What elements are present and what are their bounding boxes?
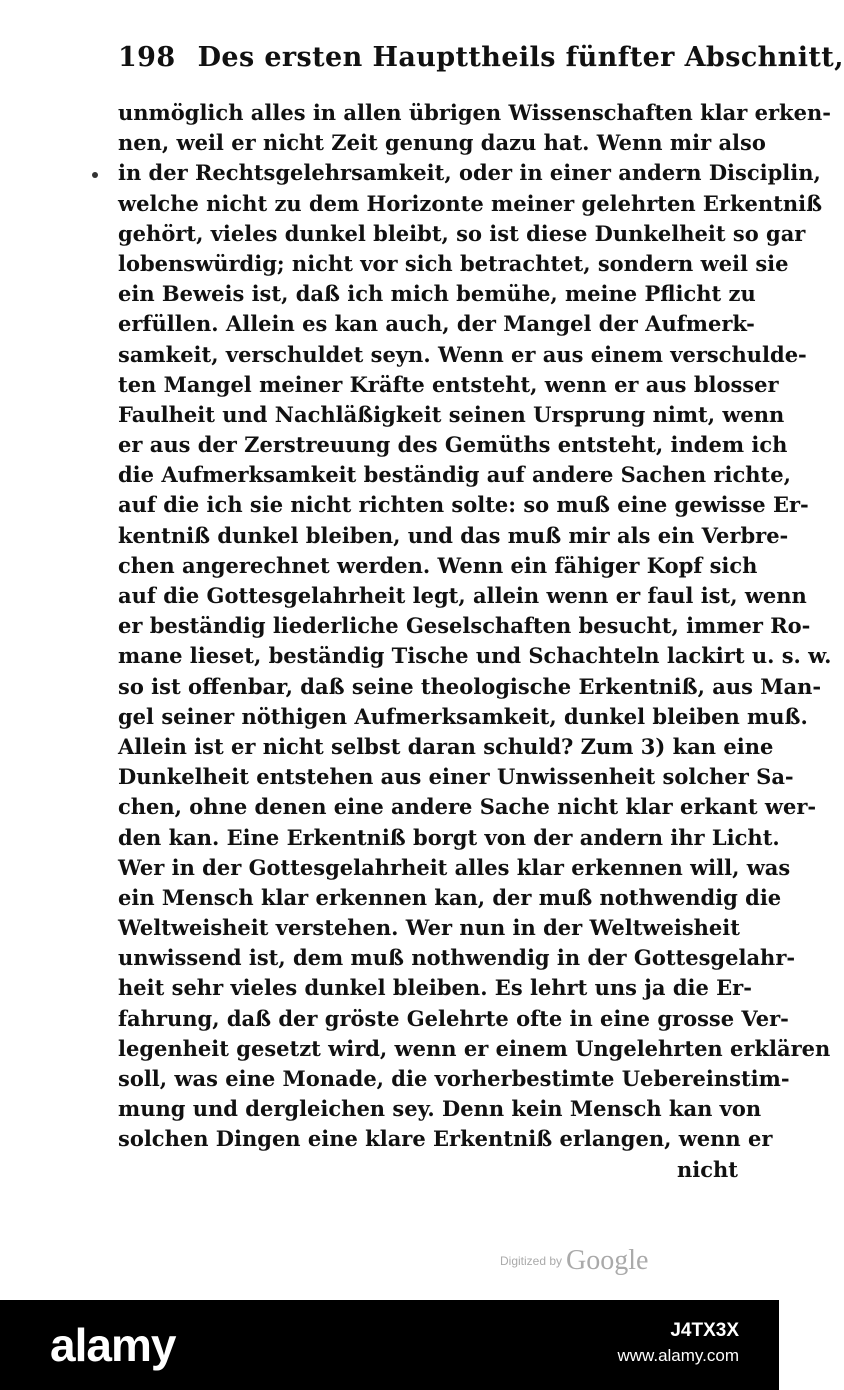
- alamy-image-info: [617, 1320, 739, 1366]
- page-number: 198: [118, 42, 176, 73]
- text-line: fahrung, daß der gröste Gelehrte ofte in eine grosse Ver-: [118, 1005, 789, 1031]
- text-line: er beständig liederliche Geselschaften besucht, immer Ro-: [118, 613, 811, 639]
- text-line: mane lieset, beständig Tische und Schachteln lackirt u. s. w.: [118, 643, 832, 669]
- text-line: ten Mangel meiner Kräfte entsteht, wenn er aus blosser: [118, 371, 779, 397]
- text-line: heit sehr vieles dunkel bleiben. Es lehrt uns ja die Er-: [118, 975, 752, 1001]
- margin-mark: [92, 172, 98, 178]
- text-line: er aus der Zerstreuung des Gemüths entsteht, indem ich: [118, 432, 788, 458]
- digitized-label: Digitized by: [500, 1254, 563, 1268]
- text-line: kentniß dunkel bleiben, und das muß mir als ein Verbre-: [118, 522, 789, 548]
- running-title: Des ersten Haupttheils fünfter Abschnitt,: [197, 42, 844, 73]
- text-line: legenheit gesetzt wird, wenn er einem Ungelehrten erklären: [118, 1035, 831, 1061]
- text-line: mung und dergleichen sey. Denn kein Mensch kan von: [118, 1096, 762, 1122]
- text-line: Dunkelheit entstehen aus einer Unwissenheit solcher Sa-: [118, 764, 794, 790]
- text-line: so ist offenbar, daß seine theologische Erkentniß, aus Man-: [118, 673, 822, 699]
- text-line: Allein ist er nicht selbst daran schuld? Zum 3) kan eine: [118, 733, 774, 759]
- alamy-watermark-bar: [0, 1300, 779, 1390]
- text-line: Weltweisheit verstehen. Wer nun in der Weltweisheit: [118, 915, 740, 941]
- text-line: erfüllen. Allein es kan auch, der Mangel der Aufmerk-: [118, 311, 755, 337]
- text-line: welche nicht zu dem Horizonte meiner gelehrten Erkentniß: [118, 190, 823, 216]
- text-line: in der Rechtsgelehrsamkeit, oder in einer andern Disciplin,: [118, 160, 821, 186]
- google-logo: Google: [566, 1245, 649, 1276]
- alamy-url: www.alamy.com: [617, 1346, 739, 1365]
- alamy-logo: alamy: [50, 1319, 176, 1371]
- text-line: solchen Dingen eine klare Erkentniß erlangen, wenn er: [118, 1126, 773, 1152]
- text-line: gehört, vieles dunkel bleibt, so ist diese Dunkelheit so gar: [118, 220, 806, 246]
- text-line: die Aufmerksamkeit beständig auf andere Sachen richte,: [118, 462, 791, 488]
- text-line: samkeit, verschuldet seyn. Wenn er aus einem verschulde-: [118, 341, 807, 367]
- text-line: unwissend ist, dem muß nothwendig in der Gottesgelahr-: [118, 945, 796, 971]
- text-line: auf die ich sie nicht richten solte: so muß eine gewisse Er-: [118, 492, 809, 518]
- digitized-by-google: [500, 1245, 648, 1277]
- text-line: Faulheit und Nachläßigkeit seinen Ursprung nimt, wenn: [118, 401, 785, 427]
- page-header: [118, 42, 844, 73]
- catchword: nicht: [676, 1156, 738, 1182]
- text-line: ein Mensch klar erkennen kan, der muß nothwendig die: [118, 884, 782, 910]
- text-line: soll, was eine Monade, die vorherbestimte Uebereinstim-: [118, 1066, 790, 1091]
- text-line: chen angerechnet werden. Wenn ein fähiger Kopf sich: [118, 552, 758, 578]
- alamy-image-id: J4TX3X: [670, 1320, 739, 1341]
- text-line: Wer in der Gottesgelahrheit alles klar erkennen will, was: [118, 854, 791, 880]
- text-line: chen, ohne denen eine andere Sache nicht klar erkant wer-: [118, 794, 817, 820]
- text-line: gel seiner nöthigen Aufmerksamkeit, dunkel bleiben muß.: [118, 703, 808, 729]
- text-line: auf die Gottesgelahrheit legt, allein wenn er faul ist, wenn: [118, 583, 807, 608]
- text-line: nen, weil er nicht Zeit genung dazu hat. Wenn mir also: [118, 130, 766, 156]
- body-text: [118, 98, 832, 1185]
- text-line: unmöglich alles in allen übrigen Wissenschaften klar erken-: [118, 100, 831, 125]
- text-line: ein Beweis ist, daß ich mich bemühe, meine Pflicht zu: [118, 281, 756, 307]
- text-line: lobenswürdig; nicht vor sich betrachtet, sondern weil sie: [118, 250, 789, 276]
- text-line: den kan. Eine Erkentniß borgt von der andern ihr Licht.: [118, 824, 780, 850]
